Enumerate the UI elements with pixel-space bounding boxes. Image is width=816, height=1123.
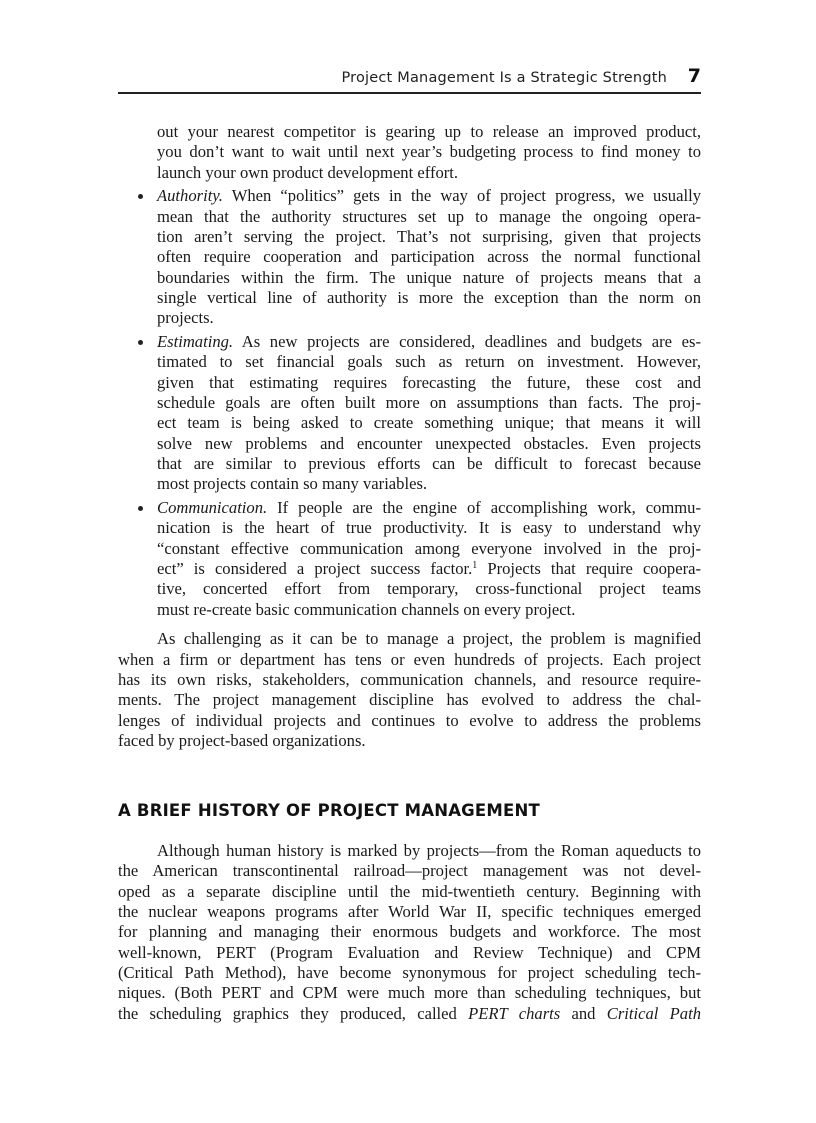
text-line: has its own risks, stakeholders, communication channels, and resource require-	[118, 670, 701, 689]
text-line: “constant effective communication among everyone involved in the proj-	[157, 538, 701, 558]
text-segment: As new projects are considered, deadlines and budgets are es-	[233, 332, 701, 352]
paragraph	[118, 122, 701, 183]
bullet-item	[118, 332, 701, 494]
text-line: boundaries within the firm. The unique nature of projects means that a	[157, 267, 701, 287]
text-line: tion aren’t serving the project. That’s not surprising, given that projects	[157, 227, 701, 247]
text-line: (Critical Path Method), have become synonymous for project scheduling tech-	[118, 962, 701, 982]
text-segment: When “politics” gets in the way of project progress, we usually	[222, 186, 701, 206]
text-line: schedule goals are often built more on assumptions than facts. The proj-	[157, 393, 701, 413]
text-line: you don’t want to wait until next year’s budgeting process to find money to	[157, 142, 701, 162]
text-line: given that estimating requires forecasting the future, these cost and	[157, 372, 701, 392]
text-line: niques. (Both PERT and CPM were much more than scheduling techniques, but	[118, 983, 701, 1003]
text-line: single vertical line of authority is more the exception than the norm on	[157, 287, 701, 307]
italic-text: Communication.	[157, 498, 268, 518]
text-line: solve new problems and encounter unexpected obstacles. Even projects	[157, 433, 701, 453]
text-line	[118, 332, 701, 352]
text-line: nication is the heart of true productivity. It is easy to understand why	[157, 518, 701, 538]
text-line	[118, 498, 701, 518]
text-line: launch your own product development effort.	[157, 162, 459, 182]
text-line	[118, 559, 701, 579]
page-number: 7	[687, 65, 701, 87]
text-line: mean that the authority structures set up to manage the ongoing opera-	[157, 206, 701, 226]
text-line: lenges of individual projects and continues to evolve to address the problems	[118, 710, 701, 730]
italic-text: PERT charts	[468, 1003, 561, 1023]
text-line: most projects contain so many variables.	[157, 474, 428, 494]
text-segment: the scheduling graphics they produced, called	[118, 1003, 469, 1023]
text-line: Although human history is marked by projects—from the Roman aqueducts to	[157, 841, 701, 861]
text-segment: and	[560, 1003, 607, 1023]
text-line: tive, concerted effort from temporary, cross-functional project teams	[157, 579, 701, 599]
text-line: As challenging as it can be to manage a project, the problem is magnified	[157, 629, 701, 649]
bullet-item	[118, 186, 701, 328]
text-line	[118, 186, 701, 206]
text-line: often require cooperation and participation across the normal functional	[157, 247, 701, 267]
text-line: ect team is being asked to create something unique; that means it will	[157, 413, 701, 433]
italic-text: Authority.	[157, 186, 223, 206]
text-line: oped as a separate discipline until the mid-twentieth century. Beginning with	[118, 881, 701, 901]
text-line: for planning and managing their enormous budgets and workforce. The most	[118, 922, 701, 942]
italic-text: Critical Path	[606, 1003, 701, 1023]
text-segment: If people are the engine of accomplishing work, commu-	[267, 498, 701, 518]
text-line: faced by project-based organizations.	[118, 730, 366, 750]
paragraph	[118, 629, 701, 751]
text-line: the American transcontinental railroad—project management was not devel-	[118, 861, 701, 881]
footnote-marker: 1	[472, 560, 478, 572]
text-segment: Projects that require coopera-	[477, 559, 701, 579]
italic-text: Estimating.	[157, 332, 234, 352]
text-line: timated to set financial goals such as return on investment. However,	[157, 352, 701, 372]
text-segment: ect” is considered a project success factor.	[157, 559, 473, 579]
section-heading: A BRIEF HISTORY OF PROJECT MANAGEMENT	[118, 801, 540, 821]
running-title: Project Management Is a Strategic Strength	[341, 70, 667, 86]
text-line: ments. The project management discipline has evolved to address the chal-	[118, 690, 701, 710]
text-line: out your nearest competitor is gearing up to release an improved product,	[157, 122, 701, 141]
text-line: that are similar to previous efforts can be difficult to forecast because	[157, 453, 701, 473]
text-line: the nuclear weapons programs after World War II, specific techniques emerged	[118, 902, 701, 922]
text-line: when a firm or department has tens or even hundreds of projects. Each project	[118, 649, 701, 669]
text-line: must re-create basic communication channels on every project.	[157, 599, 576, 619]
running-header	[118, 64, 701, 94]
bullet-item	[118, 498, 701, 620]
text-line: well-known, PERT (Program Evaluation and Review Technique) and CPM	[118, 942, 701, 962]
text-line	[118, 1004, 701, 1024]
page-body	[118, 122, 701, 1024]
paragraph	[118, 841, 701, 1024]
text-line: projects.	[157, 308, 214, 328]
